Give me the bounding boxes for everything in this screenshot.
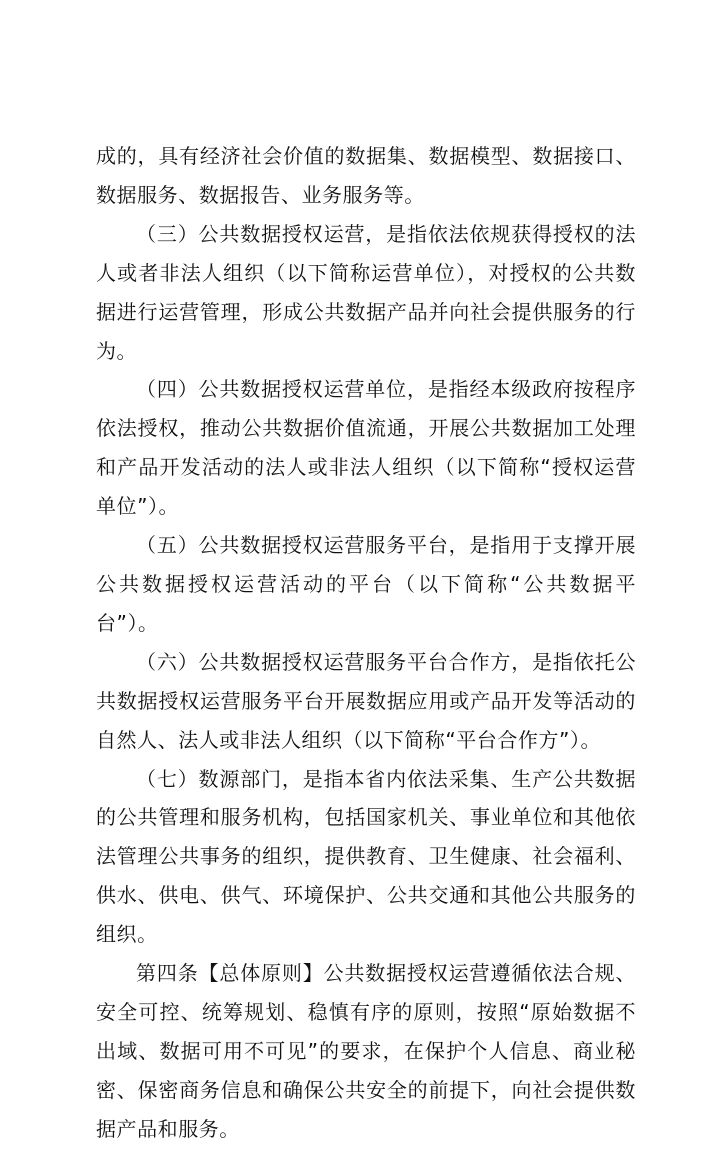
document-body — [96, 137, 636, 1149]
paragraph-item-6: （六）公共数据授权运营服务平台合作方，是指依托公共数据授权运营服务平台开展数据应用或产品开发等活动的自然人、法人或非法人组织（以下简称“平台合作方”）。 — [96, 649, 636, 752]
paragraph-item-5: （五）公共数据授权运营服务平台，是指用于支撑开展公共数据授权运营活动的平台（以下简称“公共数据平台”）。 — [96, 533, 636, 635]
paragraph-article-4: 第四条【总体原则】公共数据授权运营遵循依法合规、安全可控、统筹规划、稳慎有序的原则，按照“原始数据不出域、数据可用不可见”的要求，在保护个人信息、商业秘密、保密商务信息和确保公共安全的前提下，向社会提供数据产品和服务。 — [96, 961, 636, 1141]
paragraph-item-3: （三）公共数据授权运营，是指依法依规获得授权的法人或者非法人组织（以下简称运营单位），对授权的公共数据进行运营管理，形成公共数据产品并向社会提供服务的行为。 — [96, 221, 636, 363]
paragraph-continuation: 成的，具有经济社会价值的数据集、数据模型、数据接口、数据服务、数据报告、业务服务等。 — [96, 144, 636, 207]
paragraph-item-7: （七）数源部门，是指本省内依法采集、生产公共数据的公共管理和服务机构，包括国家机关、事业单位和其他依法管理公共事务的组织，提供教育、卫生健康、社会福利、供水、供电、供气、环境保护、公共交通和其他公共服务的组织。 — [96, 766, 636, 947]
paragraph-item-4: （四）公共数据授权运营单位，是指经本级政府按程序依法授权，推动公共数据价值流通，开展公共数据加工处理和产品开发活动的法人或非法人组织（以下简称“授权运营单位”）。 — [96, 377, 636, 519]
